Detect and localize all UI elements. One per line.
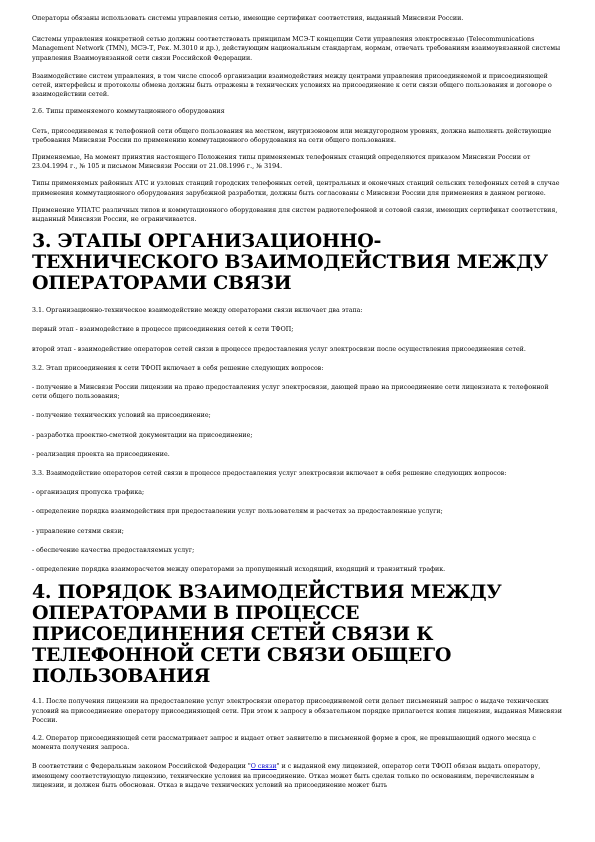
paragraph: 3.1. Организационно-техническое взаимодействие между операторами связи включает два этапа: (32, 307, 363, 315)
paragraph-with-link (32, 762, 564, 790)
paragraph: Применяемые, На момент принятия настоящего Положения типы применяемых телефонных станций определяются приказом Минсвязи России от 23.04.1994 г., № 105 и письмом Минсвязи России от 21.08.1996 г., № 3194. (32, 154, 531, 171)
paragraph: второй этап - взаимодействие операторов сетей связи в процессе предоставления услуг электросвязи после осуществления присоединения сетей. (32, 345, 526, 353)
list-item: - обеспечение качества предоставляемых услуг; (32, 546, 195, 554)
list-item: - реализация проекта на присоединение. (32, 450, 170, 458)
paragraph: Сеть, присоединяемая к телефонной сети общего пользования на местном, внутризоновом или междугородном уровнях, должна выполнять действующие требования Минсвязи России по применению коммутационного оборудования на сети общего пользования. (32, 127, 552, 144)
list-item: - управление сетями связи; (32, 527, 124, 535)
paragraph: Операторы обязаны использовать системы управления сетью, имеющие сертификат соответствия, выданный Минсвязи России. (32, 15, 464, 22)
paragraph: Типы применяемых районных АТС и узловых станций городских телефонных сетей, центральных и оконечных станций сельских телефонных сетей в случае применения коммутационного оборудования зарубежной разработки, должны быть согласованы с Минсвязи России для применения в данном регионе. (32, 180, 560, 197)
list-item: - разработка проектно-сметной документации на присоединение; (32, 431, 253, 439)
paragraph: 4.1. После получения лицензии на предоставление услуг электросвязи оператор присоединяемой сети делает письменный запрос о выдаче технических условий на присоединение оператору присоединяющей сети. При этом к запросу в обязательном порядке прилагается копия лицензии, выданная Минсвязи России. (32, 698, 562, 724)
paragraph: Взаимодействие систем управления, в том числе способ организации взаимодействия между центрами управления присоединяемой и присоединяющей сетей, интерфейсы и протоколы обмена должны быть отражены в технических условиях на присоединение к сети связи общего пользования и договоре о взаимодействии сетей. (32, 72, 552, 99)
paragraph: Системы управления конкретной сетью должны соответствовать принципам МСЭ-Т концепции Сети управления электросвязью (Telecommunications Management Network (TMN), МСЭ-Т, Рек. М.3010 и др.), действующим национальным стандартам, нормам, отвечать требованиям взаимоувязанной системы управления Взаимоувязанной сети связи Российской Федерации. (32, 36, 561, 62)
section-heading-4: 4. ПОРЯДОК ВЗАИМОДЕЙСТВИЯ МЕЖДУ ОПЕРАТОРАМИ В ПРОЦЕССЕ ПРИСОЕДИНЕНИЯ СЕТЕЙ СВЯЗИ К ТЕЛЕФОННОЙ СЕТИ СВЯЗИ ОБЩЕГО ПОЛЬЗОВАНИЯ (32, 581, 502, 688)
paragraph-text: " и с выданной ему лицензией, оператор сети ТФОП обязан выдать оператору, имеющему соответствующую лицензию, технические условия на присоединение. Отказ может быть сделан только по основаниям, перечисленным в лицензии, и должен быть обоснован. Отказ в выдаче технических условий на присоединение может быть (32, 763, 541, 789)
paragraph: первый этап - взаимодействие в процессе присоединения сетей к сети ТФОП; (32, 326, 294, 334)
list-item: - получение в Минсвязи России лицензии на право предоставления услуг электросвязи, дающей право на присоединение сети лицензиата к телефонной сети общего пользования; (32, 384, 549, 401)
list-item: - определение порядка взаиморасчетов между операторами за пропущенный исходящий, входящий и транзитный трафик. (32, 566, 446, 574)
paragraph: 4.2. Оператор присоединяющей сети рассматривает запрос и выдает ответ заявителю в письменной форме в срок, не превышающий одного месяца с момента получения запроса. (32, 734, 536, 752)
section-subheading: 2.6. Типы применяемого коммутационного оборудования (32, 108, 225, 116)
list-item: - получение технических условий на присоединение; (32, 412, 211, 420)
list-item: - организация пропуска трафика; (32, 489, 145, 497)
section-heading-3: 3. ЭТАПЫ ОРГАНИЗАЦИОННО-ТЕХНИЧЕСКОГО ВЗАИМОДЕЙСТВИЯ МЕЖДУ ОПЕРАТОРАМИ СВЯЗИ (32, 230, 548, 295)
list-item: - определение порядка взаимодействия при предоставлении услуг пользователям и расчетах за предоставленные услуги; (32, 508, 443, 516)
paragraph-text: В соответствии с Федеральным законом Российской Федерации " (32, 763, 251, 771)
paragraph: Применение УПАТС различных типов и коммутационного оборудования для систем радиотелефонной и сотовой связи, имеющих сертификат соответствия, выданный Минсвязи России, не ограничивается. (32, 206, 558, 224)
law-link[interactable]: О связи (250, 763, 277, 771)
paragraph: 3.2. Этап присоединения к сети ТФОП включает в себя решение следующих вопросов: (32, 364, 324, 372)
document-page (32, 14, 564, 790)
paragraph: 3.3. Взаимодействие операторов сетей связи в процессе предоставления услуг электросвязи включает в себя решение следующих вопросов: (32, 470, 507, 478)
